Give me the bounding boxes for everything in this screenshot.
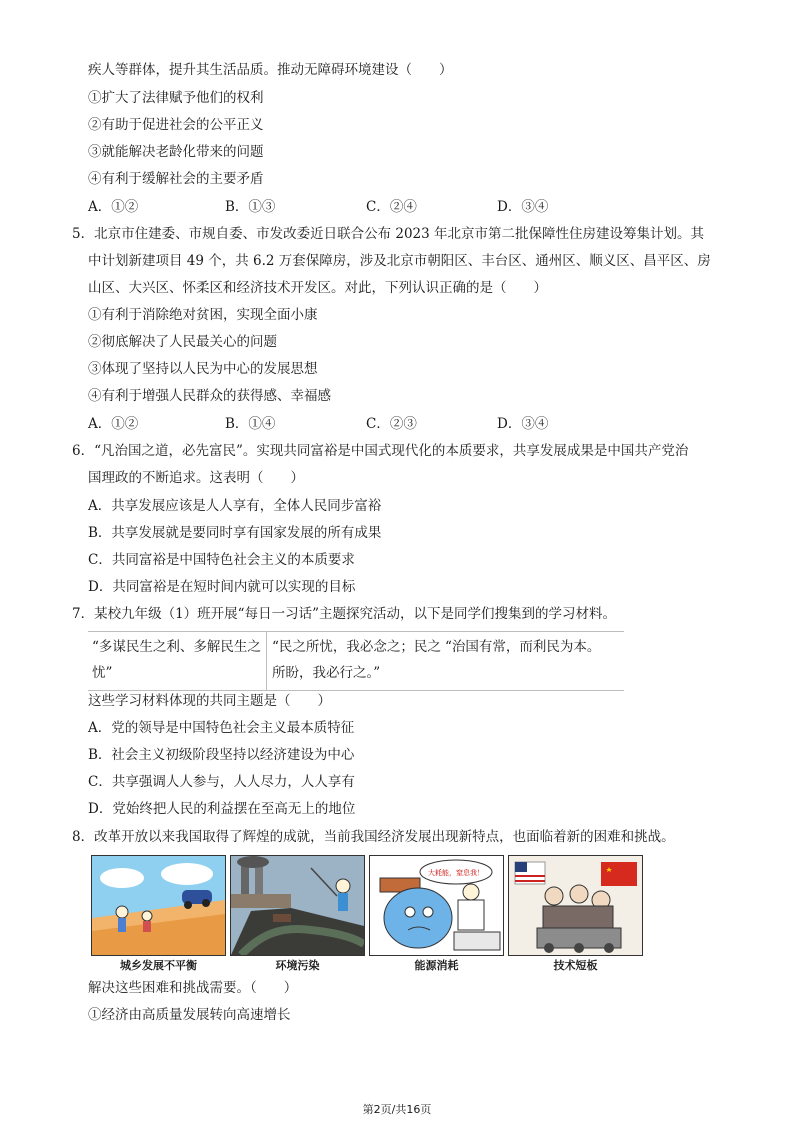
q4-stem: 疾人等群体，提升其生活品质。推动无障碍环境建设（ ）: [88, 62, 453, 78]
q5-item-3: ③体现了坚持以人民为中心的发展思想: [88, 361, 318, 377]
q5-item-4: ④有利于增强人民群众的获得感、幸福感: [88, 388, 331, 404]
cartoon-technology: [508, 855, 643, 956]
table-cell-middle: “民之所忧，我必念之；民之所盼，我必行之。”: [272, 639, 441, 681]
q6-choice-a[interactable]: A．共享发展应该是人人享有，全体人民同步富裕: [88, 498, 382, 514]
q5-stem-line-3: 山区、大兴区、怀柔区和经济技术开发区。对此，下列认识正确的是（ ）: [88, 280, 547, 296]
q4-option-c[interactable]: C．②④: [366, 199, 417, 215]
cartoon-urban-rural-art: [92, 856, 225, 955]
q5-option-a[interactable]: A．①②: [88, 416, 139, 432]
cartoon-energy: [369, 855, 504, 956]
cartoon-technology-art: [509, 856, 642, 955]
table-cell-right: “治国有常，而利民为本。: [445, 639, 601, 655]
q6-stem-line-1: 6．“凡治国之道，必先富民”。实现共同富裕是中国式现代化的本质要求，共享发展成果是中国共产党治: [72, 443, 689, 459]
q5-option-b[interactable]: B．①④: [225, 416, 276, 432]
table-divider: [266, 632, 267, 690]
q7-material-table: [88, 631, 624, 691]
q4-option-b[interactable]: B．①③: [225, 199, 276, 215]
q6-choice-b[interactable]: B．共享发展就是要同时享有国家发展的所有成果: [88, 525, 382, 541]
q6-choice-c[interactable]: C．共同富裕是中国特色社会主义的本质要求: [88, 552, 355, 568]
cartoon-speech-text: 大耗能，窒息我！: [428, 869, 484, 877]
q5-stem-line-1: 5．北京市住建委、市规自委、市发改委近日联合公布 2023 年北京市第二批保障性住房建设筹集计划。其: [72, 226, 705, 242]
q4-item-4: ④有利于缓解社会的主要矛盾: [88, 171, 264, 187]
q7-question: 这些学习材料体现的共同主题是（ ）: [88, 693, 331, 709]
q7-choice-c[interactable]: C．共享强调人人参与，人人尽力，人人享有: [88, 774, 355, 790]
q5-option-d[interactable]: D．③④: [497, 416, 549, 432]
cartoon-pollution-art: [231, 856, 364, 955]
q5-item-2: ②彻底解决了人民最关心的问题: [88, 334, 277, 350]
cartoon-energy-art: [370, 856, 503, 955]
q5-option-c[interactable]: C．②③: [366, 416, 417, 432]
caption-technology: 技术短板: [553, 959, 598, 972]
q7-stem: 7．某校九年级（1）班开展“每日一习话”主题探究活动，以下是同学们搜集到的学习材料。: [72, 606, 616, 622]
q8-question: 解决这些困难和挑战需要。（ ）: [88, 980, 298, 996]
q6-choice-d[interactable]: D．共同富裕是在短时间内就可以实现的目标: [88, 579, 356, 595]
q7-choice-d[interactable]: D．党始终把人民的利益摆在至高无上的地位: [88, 801, 356, 817]
q8-stem: 8．改革开放以来我国取得了辉煌的成就，当前我国经济发展出现新特点，也面临着新的困难和挑战。: [72, 829, 675, 845]
q4-option-d[interactable]: D．③④: [497, 199, 549, 215]
caption-pollution: 环境污染: [275, 959, 320, 972]
q5-item-1: ①有利于消除绝对贫困，实现全面小康: [88, 307, 318, 323]
caption-energy: 能源消耗: [414, 959, 459, 972]
q4-item-2: ②有助于促进社会的公平正义: [88, 117, 264, 133]
cartoon-urban-rural: [91, 855, 226, 956]
q5-stem-line-2: 中计划新建项目 49 个，共 6.2 万套保障房，涉及北京市朝阳区、丰台区、通州区、顺义区、昌平区、房: [88, 253, 711, 269]
q7-choice-a[interactable]: A．党的领导是中国特色社会主义最本质特征: [88, 720, 355, 736]
q4-item-1: ①扩大了法律赋予他们的权利: [88, 90, 264, 106]
table-cell-left: “多谋民生之利、多解民生之忧”: [92, 639, 261, 681]
q4-item-3: ③就能解决老龄化带来的问题: [88, 144, 264, 160]
q7-choice-b[interactable]: B．社会主义初级阶段坚持以经济建设为中心: [88, 747, 355, 763]
caption-urban-rural: 城乡发展不平衡: [120, 959, 197, 972]
q4-option-a[interactable]: A．①②: [88, 199, 139, 215]
q6-stem-line-2: 国理政的不断追求。这表明（ ）: [88, 470, 304, 486]
page-footer: 第2页/共16页: [362, 1103, 432, 1116]
q8-item-1: ①经济由高质量发展转向高速增长: [88, 1007, 291, 1023]
cartoon-pollution: [230, 855, 365, 956]
